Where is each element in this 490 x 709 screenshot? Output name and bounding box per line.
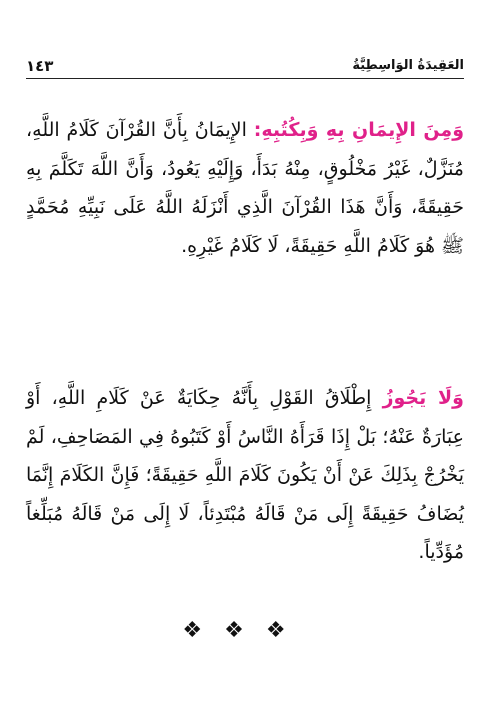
paragraph-text: الإِيمَانُ بِأَنَّ القُرْآنَ كَلَامُ اللَّهِ، مُنَزَّلٌ، غَيْرُ مَخْلُوقٍ، مِنْهُ بَدَأَ، وَإِلَيْهِ يَعُودُ، وَأَنَّ اللَّهَ تَكَلَّمَ بِهِ حَقِيقَةً، وَأَنَّ هَذَا القُرْآنَ الَّذِي أَنْزَلَهُ اللَّهُ عَلَى نَبِيِّهِ مُحَمَّدٍ ﷺ هُوَ كَلَامُ اللَّهِ حَقِيقَةً، لَا كَلَامُ غَيْرِهِ. xyxy=(26,119,464,257)
section-ornament: ❖❖❖ xyxy=(182,618,308,643)
page-number: ١٤٣ xyxy=(26,57,54,75)
paragraph-not-permissible xyxy=(26,379,464,572)
paragraph-text: إِطْلَاقُ القَوْلِ بِأَنَّهُ حِكَايَةٌ عَنْ كَلَامِ اللَّهِ، أَوْ عِبَارَةٌ عَنْهُ؛ بَلْ إِذَا قَرَأَهُ النَّاسُ أَوْ كَتَبُوهُ فِي المَصَاحِفِ، لَمْ يَخْرُجْ بِذَلِكَ عَنْ أَنْ يَكُونَ كَلَامَ اللَّهِ حَقِيقَةً؛ فَإِنَّ الكَلَامَ إِنَّمَا يُضَافُ حَقِيقَةً إِلَى مَنْ قَالَهُ مُبْتَدِئاً، لَا إِلَى مَنْ قَالَهُ مُبَلِّغاً مُؤَدِّياً. xyxy=(26,387,464,563)
page-header xyxy=(26,44,464,74)
paragraph-lead: وَلَا يَجُوزُ xyxy=(382,387,464,409)
paragraph-lead: وَمِنَ الإِيمَانِ بِهِ وَبِكُتُبِهِ: xyxy=(253,119,465,141)
header-divider xyxy=(26,78,464,79)
running-title: العَقِيدَةُ الوَاسِطِيَّةُ xyxy=(352,58,464,73)
paragraph-quran-speech xyxy=(26,111,464,265)
